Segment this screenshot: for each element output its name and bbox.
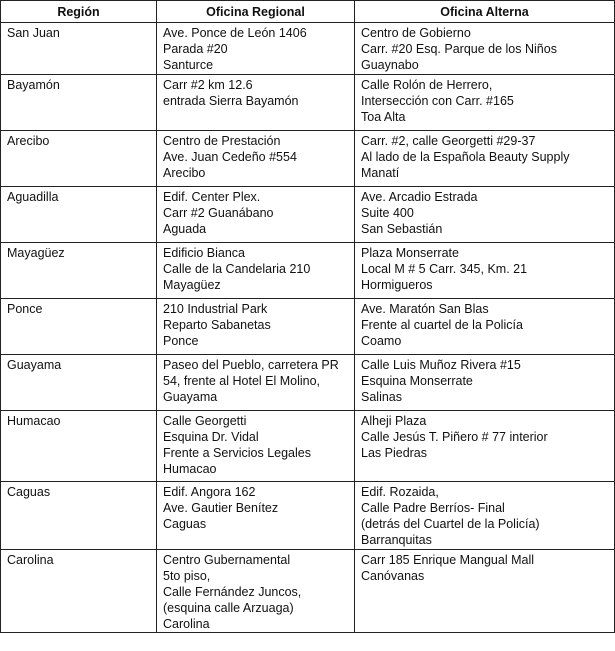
address-line: Suite 400 — [361, 206, 414, 220]
address-line: Las Piedras — [361, 446, 428, 460]
address-line: (esquina calle Arzuaga) — [163, 601, 294, 615]
header-row — [1, 1, 615, 23]
oficina-alterna-cell — [355, 23, 615, 75]
address-line: Calle Jesús T. Piñero # 77 interior — [361, 430, 548, 444]
address-line: Frente a Servicios Legales — [163, 446, 311, 460]
oficina-alterna-cell — [355, 482, 615, 550]
address-line: Ponce — [163, 334, 199, 348]
address-line: Carr 185 Enrique Mangual Mall — [361, 553, 535, 567]
address-line: Ave. Ponce de León 1406 — [163, 26, 307, 40]
address-line: entrada Sierra Bayamón — [163, 94, 299, 108]
table-row — [1, 75, 615, 131]
table-body — [1, 23, 615, 633]
address-line: San Sebastián — [361, 222, 443, 236]
table-row — [1, 355, 615, 411]
address-line: Al lado de la Española Beauty Supply — [361, 150, 570, 164]
header-oficina-alterna: Oficina Alterna — [355, 1, 615, 23]
address-line: Edificio Bianca — [163, 246, 245, 260]
address-line: Carr #2 Guanábano — [163, 206, 274, 220]
address-line: Calle Luis Muñoz Rivera #15 — [361, 358, 521, 372]
address-line: Ave. Juan Cedeño #554 — [163, 150, 297, 164]
address-line: Alheji Plaza — [361, 414, 427, 428]
address-line: Centro de Prestación — [163, 134, 281, 148]
address-line: Carr #2 km 12.6 — [163, 78, 253, 92]
address-line: 54, frente al Hotel El Molino, — [163, 374, 321, 388]
address-line: Ave. Arcadio Estrada — [361, 190, 478, 204]
address-line: Ave. Gautier Benítez — [163, 501, 279, 515]
address-line: Centro de Gobierno — [361, 26, 471, 40]
address-line: Aguada — [163, 222, 207, 236]
region-cell: Bayamón — [1, 75, 157, 131]
address-line: Arecibo — [163, 166, 206, 180]
address-line: Plaza Monserrate — [361, 246, 459, 260]
oficina-regional-cell — [157, 131, 355, 187]
table-row — [1, 187, 615, 243]
table-row — [1, 550, 615, 633]
address-line: Carr. #20 Esq. Parque de los Niños — [361, 42, 557, 56]
oficina-regional-cell — [157, 550, 355, 633]
address-line: Santurce — [163, 58, 214, 72]
address-line: Calle de la Candelaria 210 — [163, 262, 311, 276]
address-line: Frente al cuartel de la Policía — [361, 318, 523, 332]
region-cell: Ponce — [1, 299, 157, 355]
region-cell: Mayagüez — [1, 243, 157, 299]
oficina-regional-cell — [157, 411, 355, 482]
address-line: Humacao — [163, 462, 217, 476]
oficina-alterna-cell — [355, 411, 615, 482]
region-cell: Guayama — [1, 355, 157, 411]
address-line: Centro Gubernamental — [163, 553, 291, 567]
table-row — [1, 23, 615, 75]
address-line: Coamo — [361, 334, 402, 348]
table-row — [1, 131, 615, 187]
address-line: Edif. Center Plex. — [163, 190, 261, 204]
oficina-regional-cell — [157, 299, 355, 355]
oficina-alterna-cell — [355, 75, 615, 131]
address-line: Mayagüez — [163, 278, 221, 292]
header-oficina-regional: Oficina Regional — [157, 1, 355, 23]
oficina-regional-cell — [157, 482, 355, 550]
address-line: 5to piso, — [163, 569, 211, 583]
address-line: (detrás del Cuartel de la Policía) — [361, 517, 540, 531]
address-line: Calle Fernández Juncos, — [163, 585, 302, 599]
address-line: Paseo del Pueblo, carretera PR — [163, 358, 339, 372]
address-line: 210 Industrial Park — [163, 302, 268, 316]
oficina-alterna-cell — [355, 355, 615, 411]
table-row — [1, 243, 615, 299]
address-line: Local M # 5 Carr. 345, Km. 21 — [361, 262, 528, 276]
address-line: Carr. #2, calle Georgetti #29-37 — [361, 134, 536, 148]
address-line: Esquina Dr. Vidal — [163, 430, 259, 444]
address-line: Barranquitas — [361, 533, 432, 547]
region-cell: Humacao — [1, 411, 157, 482]
table-row — [1, 411, 615, 482]
address-line: Guayama — [163, 390, 218, 404]
address-line: Ave. Maratón San Blas — [361, 302, 489, 316]
oficina-alterna-cell — [355, 187, 615, 243]
address-line: Guaynabo — [361, 58, 419, 72]
address-line: Parada #20 — [163, 42, 228, 56]
address-line: Esquina Monserrate — [361, 374, 473, 388]
oficina-alterna-cell — [355, 243, 615, 299]
region-cell: Carolina — [1, 550, 157, 633]
address-line: Canóvanas — [361, 569, 425, 583]
oficina-alterna-cell — [355, 131, 615, 187]
address-line: Calle Rolón de Herrero, — [361, 78, 493, 92]
address-line: Salinas — [361, 390, 402, 404]
address-line: Carolina — [163, 617, 210, 631]
address-line: Calle Georgetti — [163, 414, 247, 428]
region-cell: San Juan — [1, 23, 157, 75]
address-line: Hormigueros — [361, 278, 433, 292]
oficina-alterna-cell — [355, 550, 615, 633]
address-line: Manatí — [361, 166, 400, 180]
address-line: Intersección con Carr. #165 — [361, 94, 514, 108]
oficina-regional-cell — [157, 355, 355, 411]
region-cell: Aguadilla — [1, 187, 157, 243]
header-region: Región — [1, 1, 157, 23]
table-row — [1, 482, 615, 550]
oficina-regional-cell — [157, 23, 355, 75]
oficina-alterna-cell — [355, 299, 615, 355]
address-line: Edif. Rozaida, — [361, 485, 439, 499]
address-line: Edif. Angora 162 — [163, 485, 256, 499]
oficina-regional-cell — [157, 187, 355, 243]
address-line: Caguas — [163, 517, 207, 531]
address-line: Calle Padre Berríos- Final — [361, 501, 505, 515]
oficina-regional-cell — [157, 243, 355, 299]
address-line: Reparto Sabanetas — [163, 318, 271, 332]
address-line: Toa Alta — [361, 110, 406, 124]
oficina-regional-cell — [157, 75, 355, 131]
table-row — [1, 299, 615, 355]
region-cell: Caguas — [1, 482, 157, 550]
region-cell: Arecibo — [1, 131, 157, 187]
